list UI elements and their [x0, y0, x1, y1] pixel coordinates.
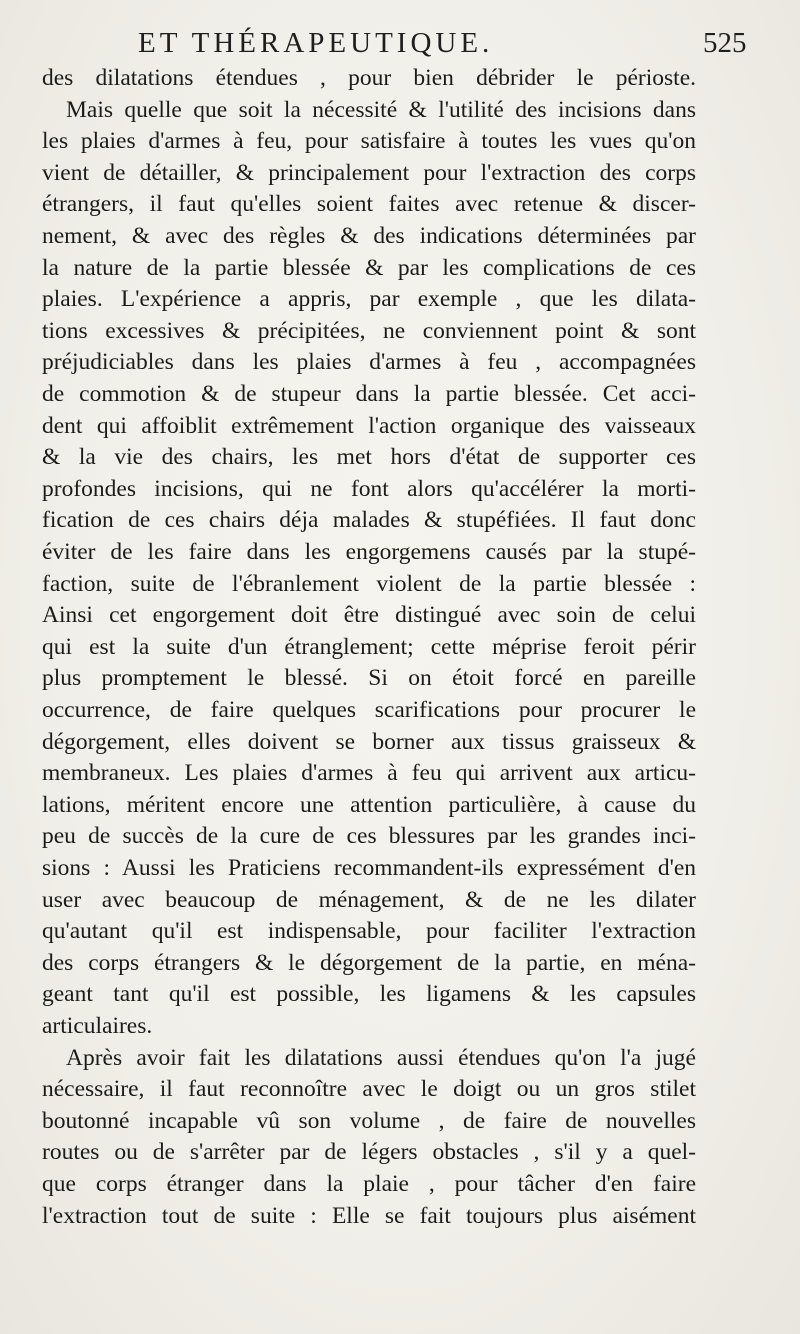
text-line: lations, méritent encore une attention particulière, à cause du: [42, 791, 696, 818]
text-line: peu de succès de la cure de ces blessures par les grandes inci-: [42, 823, 696, 850]
text-line: user avec beaucoup de ménagement, & de ne les dilater: [42, 886, 696, 913]
text-line: dent qui affoiblit extrêmement l'action organique des vaisseaux: [42, 412, 696, 439]
text-line: routes ou de s'arrêter par de légers obstacles , s'il y a quel-: [42, 1139, 696, 1166]
text-line: articulaires.: [42, 1013, 153, 1039]
text-line: étrangers, il faut qu'elles soient faites avec retenue & discer-: [42, 191, 696, 218]
text-line: préjudiciables dans les plaies d'armes à feu , accompagnées: [42, 349, 696, 376]
text-line: les plaies d'armes à feu, pour satisfaire à toutes les vues qu'on: [42, 128, 696, 155]
text-line: tions excessives & précipitées, ne conviennent point & sont: [42, 317, 696, 344]
text-line: membraneux. Les plaies d'armes à feu qui arrivent aux articu-: [42, 760, 696, 787]
text-line: Mais quelle que soit la nécessité & l'utilité des incisions dans: [66, 96, 696, 123]
running-head: [0, 26, 800, 62]
text-line: plus promptement le blessé. Si on étoit forcé en pareille: [42, 665, 696, 692]
text-line: des corps étrangers & le dégorgement de la partie, en ména-: [42, 949, 696, 976]
text-line: profondes incisions, qui ne font alors qu'accélérer la morti-: [42, 475, 696, 502]
text-line: des dilatations étendues , pour bien débrider le périoste.: [42, 65, 696, 91]
text-line: nécessaire, il faut reconnoître avec le doigt ou un gros stilet: [42, 1076, 696, 1103]
text-line: occurrence, de faire quelques scarifications pour procurer le: [42, 697, 696, 723]
text-line: Ainsi cet engorgement doit être distingué avec soin de celui: [42, 602, 696, 629]
text-line: que corps étranger dans la plaie , pour tâcher d'en faire: [42, 1171, 696, 1197]
text-line: faction, suite de l'ébranlement violent de la partie blessée :: [42, 570, 696, 597]
text-line: éviter de les faire dans les engorgemens causés par la stupé-: [42, 539, 696, 565]
text-line: l'extraction tout de suite : Elle se fait toujours plus aisément: [42, 1202, 696, 1229]
text-line: qu'autant qu'il est indispensable, pour faciliter l'extraction: [42, 918, 696, 945]
text-line: de commotion & de stupeur dans la partie blessée. Cet acci-: [42, 381, 696, 407]
text-line: plaies. L'expérience a appris, par exemple , que les dilata-: [42, 286, 696, 313]
text-line: fication de ces chairs déja malades & stupéfiées. Il faut donc: [42, 507, 696, 534]
text-line: & la vie des chairs, les met hors d'état de supporter ces: [42, 444, 696, 471]
text-line: nement, & avec des règles & des indications déterminées par: [42, 223, 696, 249]
text-line: boutonné incapable vû son volume , de faire de nouvelles: [42, 1107, 696, 1134]
text-line: qui est la suite d'un étranglement; cette méprise feroit périr: [42, 633, 696, 660]
text-line: la nature de la partie blessée & par les complications de ces: [42, 254, 696, 281]
page-number: 525: [703, 27, 747, 59]
text-line: dégorgement, elles doivent se borner aux tissus graisseux &: [42, 728, 696, 755]
text-line: Après avoir fait les dilatations aussi étendues qu'on l'a jugé: [66, 1044, 696, 1071]
running-title: ET THÉRAPEUTIQUE.: [138, 27, 494, 59]
text-line: sions : Aussi les Praticiens recommandent-ils expressément d'en: [42, 855, 696, 881]
text-line: vient de détailler, & principalement pour l'extraction des corps: [42, 159, 696, 186]
text-line: geant tant qu'il est possible, les ligamens & les capsules: [42, 981, 696, 1008]
